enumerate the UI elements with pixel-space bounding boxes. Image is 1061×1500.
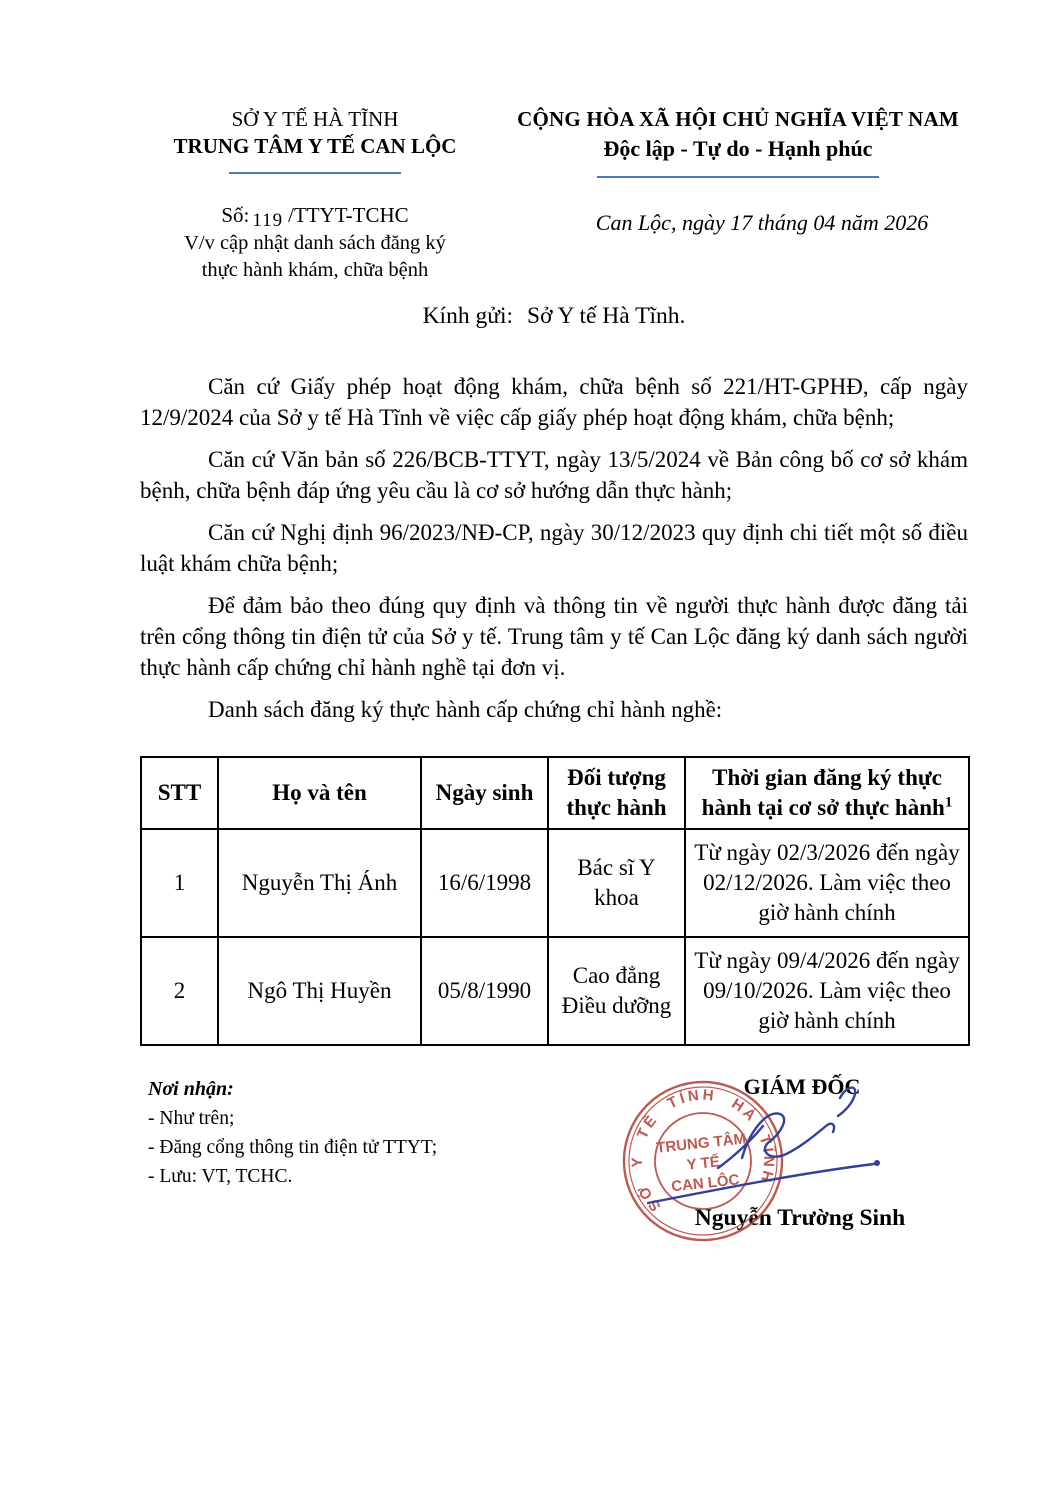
stamp-rim-text: SỞ Y TẾ TỈNH HÀ TĨNH — [628, 1086, 778, 1215]
signer-name: Nguyễn Trường Sinh — [694, 1205, 906, 1231]
org-underline — [229, 169, 401, 174]
document-body — [140, 371, 968, 725]
table-header-name: Họ và tên — [218, 757, 421, 829]
recipients-block — [148, 1078, 548, 1191]
table-cell-subject: Cao đẳng Điều dưỡng — [548, 937, 685, 1045]
stamp-center-line3: CAN LỘC — [670, 1171, 741, 1196]
body-paragraph: Căn cứ Văn bản số 226/BCB-TTYT, ngày 13/5/2024 về Bản công bố cơ sở khám bệnh, chữa bệnh đáp ứng yêu cầu là cơ sở hướng dẫn thực hành; — [140, 447, 968, 503]
doc-number-line — [140, 202, 490, 232]
national-title: CỘNG HÒA XÃ HỘI CHỦ NGHĨA VIỆT NAM — [517, 107, 959, 131]
doc-subject-line2: thực hành khám, chữa bệnh — [201, 259, 429, 282]
recipient-item: - Như trên; — [148, 1108, 235, 1129]
table-header-row — [141, 757, 969, 829]
table-cell-dob: 16/6/1998 — [421, 829, 548, 937]
practice-registration-table — [140, 756, 968, 1046]
footnote-marker: 1 — [944, 794, 953, 811]
issuing-org-block — [140, 106, 490, 285]
table-cell-name: Ngô Thị Huyền — [218, 937, 421, 1045]
recipient-item: - Lưu: VT, TCHC. — [148, 1166, 293, 1187]
signature-ink-icon — [600, 1068, 1000, 1268]
signer-title: GIÁM ĐỐC — [743, 1074, 861, 1099]
table-cell-period: Từ ngày 02/3/2026 đến ngày 02/12/2026. Làm việc theo giờ hành chính — [685, 829, 969, 937]
table-cell-dob: 05/8/1990 — [421, 937, 548, 1045]
body-paragraph: Danh sách đăng ký thực hành cấp chứng chỉ hành nghề: — [208, 697, 723, 722]
table-row — [141, 829, 969, 937]
doc-subject-line1: V/v cập nhật danh sách đăng ký — [184, 231, 446, 254]
signature-block — [600, 1068, 1000, 1268]
table-cell-period: Từ ngày 09/4/2026 đến ngày 09/10/2026. Làm việc theo giờ hành chính — [685, 937, 969, 1045]
stamp-center-line1: TRUNG TÂM — [655, 1130, 747, 1157]
table-header-stt: STT — [141, 757, 218, 829]
salutation-value: Sở Y tế Hà Tĩnh. — [527, 303, 686, 329]
place-date: Can Lộc, ngày 17 tháng 04 năm 2026 — [595, 209, 929, 235]
doc-number-suffix: /TTYT-TCHC — [288, 203, 409, 228]
motto-underline — [597, 173, 879, 178]
body-paragraph: Căn cứ Giấy phép hoạt động khám, chữa bệnh số 221/HT-GPHĐ, cấp ngày 12/9/2024 của Sở y tế Hà Tĩnh về việc cấp giấy phép hoạt động khám, chữa bệnh; — [140, 374, 968, 430]
issuing-unit: TRUNG TÂM Y TẾ CAN LỘC — [173, 133, 457, 158]
salutation — [140, 303, 968, 330]
doc-number-label: Số: — [221, 203, 250, 228]
body-paragraph: Để đảm bảo theo đúng quy định và thông tin về người thực hành được đăng tải trên cổng thông tin điện tử của Sở y tế. Trung tâm y tế Can Lộc đăng ký danh sách người thực hành cấp chứng chỉ hành nghề tại đơn vị. — [140, 593, 968, 680]
recipients-label: Nơi nhận: — [148, 1078, 234, 1100]
salutation-label: Kính gửi: — [422, 303, 513, 329]
table-header-subject: Đối tượng thực hành — [548, 757, 685, 829]
national-header-block — [498, 106, 978, 237]
issuing-authority: SỞ Y TẾ HÀ TĨNH — [231, 107, 399, 131]
table-row — [141, 937, 969, 1045]
table-header-dob: Ngày sinh — [421, 757, 548, 829]
table-cell-name: Nguyễn Thị Ánh — [218, 829, 421, 937]
doc-number-value: 119 — [252, 210, 284, 232]
national-motto: Độc lập - Tự do - Hạnh phúc — [603, 136, 873, 162]
table-cell-stt: 2 — [141, 937, 218, 1045]
stamp-center-line2: Y TẾ — [685, 1153, 721, 1174]
body-paragraph: Căn cứ Nghị định 96/2023/NĐ-CP, ngày 30/12/2023 quy định chi tiết một số điều luật khám chữa bệnh; — [140, 520, 968, 576]
table-cell-stt: 1 — [141, 829, 218, 937]
recipient-item: - Đăng cổng thông tin điện tử TTYT; — [148, 1137, 438, 1158]
table-header-period: Thời gian đăng ký thực hành tại cơ sở thực hành$^1$ — [685, 757, 969, 829]
table-cell-subject: Bác sĩ Y khoa — [548, 829, 685, 937]
